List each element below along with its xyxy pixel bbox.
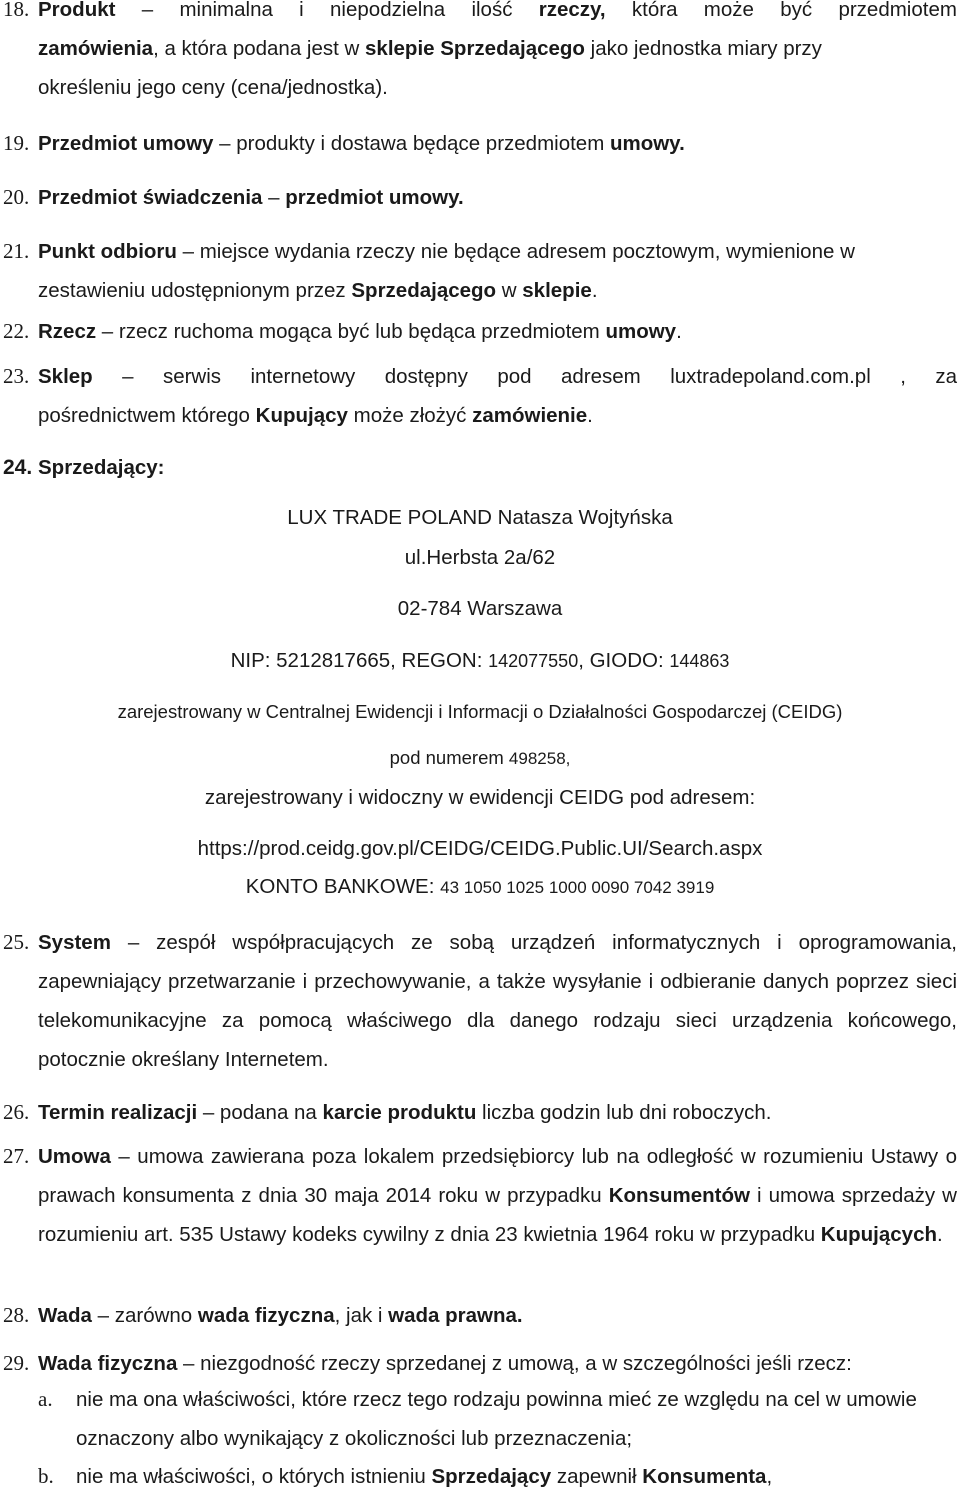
term: Przedmiot świadczenia <box>38 186 263 209</box>
term: wada prawna. <box>388 1304 523 1327</box>
word: i <box>299 0 304 21</box>
term: umowy. <box>609 132 685 155</box>
seller-street: ul.Herbsta 2a/62 <box>404 546 556 569</box>
word: która <box>631 0 678 21</box>
text: – <box>262 186 286 209</box>
text: . <box>937 1223 943 1246</box>
number-value: 498258, <box>508 749 571 768</box>
item-18-line-3: określeniu jego ceny (cena/jednostka). <box>38 76 388 99</box>
item-23 <box>0 357 960 435</box>
ceidg-link[interactable]: https://prod.ceidg.gov.pl/CEIDG/CEIDG.Public.UI/Search.aspx <box>197 837 763 860</box>
shop-url: luxtradepoland.com.pl <box>670 365 871 388</box>
item-number: 20. <box>3 185 30 209</box>
text: – produkty i dostawa będące przedmiotem <box>213 132 610 155</box>
term: Wada fizyczna <box>38 1352 178 1375</box>
item-19 <box>0 124 960 163</box>
sub-text <box>76 1457 956 1496</box>
term: Sprzedający: <box>38 456 165 479</box>
item-23-line-1 <box>38 357 957 396</box>
item-number: 28. <box>3 1303 30 1327</box>
text: – rzecz ruchoma mogąca być lub będąca przedmiotem <box>96 320 606 343</box>
item-number: 22. <box>3 319 30 343</box>
word: dostępny <box>384 365 468 388</box>
term-zamowienia: zamówienia <box>38 37 154 60</box>
bank-value: 43 1050 1025 1000 0090 7042 3919 <box>440 878 715 897</box>
term: Kupujący <box>255 404 348 427</box>
text: . <box>591 279 598 302</box>
word: być <box>780 0 813 21</box>
term-sklepie: sklepie Sprzedającego <box>365 37 585 60</box>
term-rzeczy: rzeczy, <box>538 0 606 21</box>
seller-number <box>0 747 960 769</box>
term: zamówienie <box>472 404 588 427</box>
text: – umowa zawierana poza lokalem przedsiębiorcy lub na odległość w rozumieniu Ustawy o prawach konsumenta z dnia 30 maja 2014 roku w przypadku <box>38 1145 957 1207</box>
item-18 <box>0 0 960 107</box>
item-20 <box>0 178 960 217</box>
text: liczba godzin lub dni roboczych. <box>476 1101 772 1124</box>
word: minimalna <box>179 0 273 21</box>
term: Wada <box>38 1304 92 1327</box>
term: Przedmiot umowy <box>38 132 214 155</box>
text: – zarówno <box>91 1304 198 1327</box>
term: sklepie <box>522 279 592 302</box>
term: Kupujących <box>820 1223 937 1246</box>
dash: – <box>141 0 154 21</box>
dash: – <box>122 365 134 388</box>
item-27 <box>0 1137 960 1254</box>
item-29 <box>0 1344 960 1383</box>
term: Konsumenta <box>642 1465 767 1488</box>
term: Umowa <box>38 1145 111 1168</box>
text: – niezgodność rzeczy sprzedanej z umową, a w szczególności jeśli rzecz: <box>177 1352 852 1375</box>
term-sklep: Sklep <box>38 365 93 388</box>
item-number: 24. <box>3 456 33 479</box>
text: – zespół współpracujących ze sobą urządzeń informatycznych i oprogramowania, zapewniający przetwarzanie i przechowywanie, a także wysyłanie i odbieranie danych poprzez sieci telekomunikacyjne za pomocą właściwego dla danego rodzaju sieci urządzenia końcowego, potocznie określany Internetem. <box>38 931 957 1071</box>
seller-city: 02-784 Warszawa <box>397 597 563 620</box>
item-25 <box>0 923 960 1079</box>
sub-item-b <box>38 1457 956 1496</box>
word: przedmiotem <box>838 0 957 21</box>
nip-label: NIP: 5212817665, REGON: <box>230 649 489 672</box>
text: zapewnił <box>551 1465 643 1488</box>
sub-letter: a. <box>38 1387 53 1411</box>
item-18-line-1 <box>38 0 957 29</box>
item-24 <box>0 448 960 487</box>
text: , <box>766 1465 773 1488</box>
term: karcie produktu <box>322 1101 477 1124</box>
text: . <box>676 320 682 343</box>
text: nie ma właściwości, o których istnieniu <box>76 1465 432 1488</box>
term: Sprzedającego <box>351 279 497 302</box>
bank-label: KONTO BANKOWE: <box>245 875 441 898</box>
text: w <box>496 279 523 302</box>
giodo-label: , GIODO: <box>578 649 670 672</box>
word: pod <box>497 365 532 388</box>
text: i umowa sprzedaży w rozumieniu art. 535 Ustawy kodeks cywilny z dnia 23 kwietnia 1964 roku w przypadku <box>38 1184 957 1246</box>
item-number: 19. <box>3 131 30 155</box>
word: za <box>935 365 957 388</box>
word: ilość <box>471 0 513 21</box>
text: pośrednictwem którego <box>38 404 256 427</box>
sub-item-a <box>38 1380 921 1458</box>
text: , a która podana jest w <box>153 37 366 60</box>
item-18-line-2 <box>38 29 957 68</box>
item-number: 23. <box>3 364 30 388</box>
text: . <box>587 404 593 427</box>
term: przedmiot umowy. <box>285 186 464 209</box>
word: internetowy <box>250 365 356 388</box>
text: – podana na <box>197 1101 323 1124</box>
text: zestawieniu udostępnionym przez <box>38 279 352 302</box>
item-number: 25. <box>3 930 30 954</box>
seller-visible: zarejestrowany i widoczny w ewidencji CEIDG pod adresem: <box>204 786 756 809</box>
sub-text: nie ma ona właściwości, które rzecz tego rodzaju powinna mieć ze względu na cel w umowie oznaczony albo wynikający z okoliczności lub przeznaczenia; <box>76 1388 917 1450</box>
item-26 <box>0 1093 960 1132</box>
giodo-value: 144863 <box>669 651 730 671</box>
term: Rzecz <box>38 320 97 343</box>
item-number: 29. <box>3 1351 30 1375</box>
seller-name: LUX TRADE POLAND Natasza Wojtyńska <box>287 506 673 529</box>
word: adresem <box>561 365 641 388</box>
seller-registered: zarejestrowany w Centralnej Ewidencji i Informacji o Działalności Gospodarczej (CEIDG) <box>117 701 843 722</box>
number-label: pod numerem <box>389 747 509 768</box>
item-28 <box>0 1296 960 1335</box>
term: Termin realizacji <box>38 1101 198 1124</box>
sub-letter: b. <box>38 1464 54 1488</box>
text: , jak i <box>334 1304 389 1327</box>
text: jako jednostka miary przy <box>584 37 822 60</box>
word: może <box>703 0 754 21</box>
item-21 <box>0 232 960 310</box>
bank-account <box>0 875 960 899</box>
item-number: 26. <box>3 1100 30 1124</box>
term: System <box>38 931 111 954</box>
term: Punkt odbioru <box>38 240 177 263</box>
term: umowy <box>605 320 677 343</box>
item-number: 21. <box>3 239 30 263</box>
item-22 <box>0 312 960 351</box>
text: – miejsce wydania rzeczy nie będące adresem pocztowym, wymienione w <box>176 240 855 263</box>
item-number: 18. <box>3 0 30 21</box>
term-produkt: Produkt <box>38 0 116 21</box>
word: niepodzielna <box>330 0 446 21</box>
seller-ids <box>0 649 960 673</box>
term: Sprzedający <box>431 1465 552 1488</box>
text: może złożyć <box>347 404 473 427</box>
term: wada fizyczna <box>197 1304 335 1327</box>
word: serwis <box>162 365 222 388</box>
item-number: 27. <box>3 1144 30 1168</box>
regon-value: 142077550 <box>488 651 579 671</box>
term: Konsumentów <box>608 1184 750 1207</box>
word: , <box>900 365 906 388</box>
